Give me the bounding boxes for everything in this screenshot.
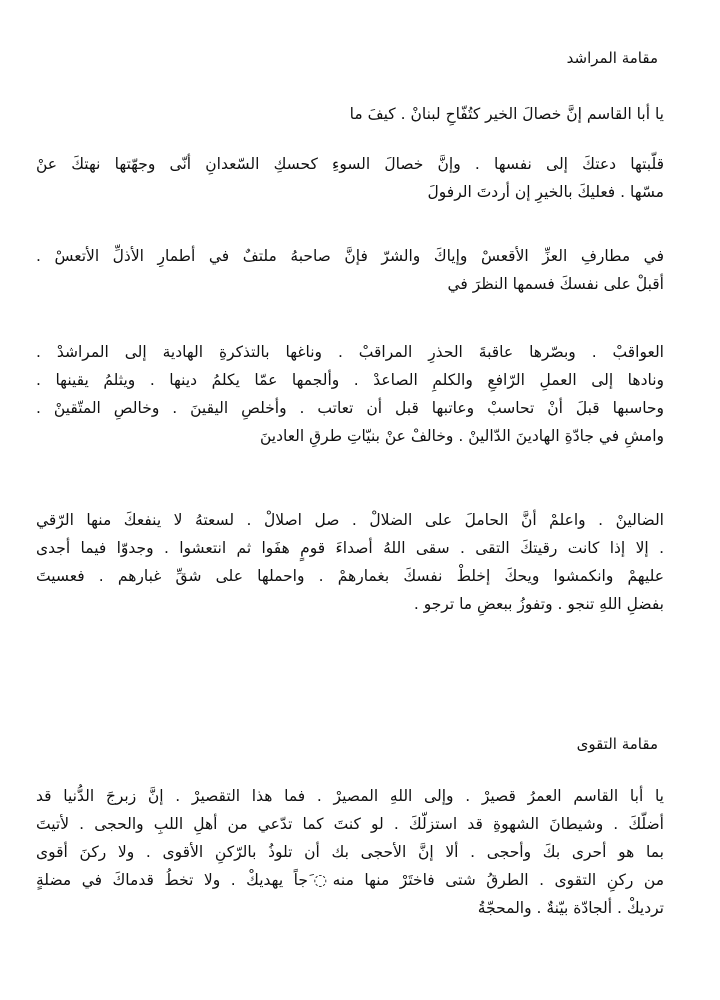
text-line: يا أبا القاسم إنَّ خصالَ الخير كتُفّاحِ لبنانْ . كيفَ ما [349, 105, 664, 123]
text-line: وحاسبها قبلَ أنْ تحاسبْ وعاتبها قبل أن تعاتب . وأخلصِ اليقينَ . وخالصِ المتّقينْ . [36, 399, 664, 417]
text-line: ترديكْ . ألجادّة بيّنةٌ . والمحجّةُ [477, 899, 664, 917]
text-line: عليهمْ وانكمشوا ويحكَ إخلطْ نفسكَ بغمارهمْ . واحملها على شقِّ غبارهم . فعسيتَ [36, 567, 664, 585]
paragraph [36, 100, 664, 128]
text-line: العواقبْ . وبصّرها عاقبةَ الحذرِ المراقبْ . وناغها بالتذكرةِ الهادية إلى المراشدْ . [36, 343, 664, 361]
text-line: أقبلْ على نفسكَ فسمها النظرَ في [447, 275, 664, 293]
paragraph [36, 338, 664, 450]
text-line: ونادها إلى العملِ الرّافعِ والكلمِ الصاعدْ . وألجمها عمّا يكلمُ دينها . ويثلمُ يقينها . [36, 371, 664, 389]
text-line: . إلا إذا كانت رقيتكَ التقى . سقى اللهُ أصداءَ قومٍ هفَوا ثم انتعشوا . وجدوّا فيما أجدى [36, 539, 664, 557]
paragraph [36, 150, 664, 206]
text-line: وامشِ في جادّةِ الهادينَ الدّالينْ . وخالفْ عنْ بنيّاتِ طرقِ العادينَ [259, 427, 664, 445]
paragraph [36, 782, 664, 922]
text-line: الضالينْ . واعلمْ أنَّ الحاملَ على الضلالْ . صل اصلالْ . لسعتهُ لا ينفعكَ منها الرّقي [36, 511, 664, 529]
text-line: في مطارفِ العزِّ الأقعسْ وإياكَ والشرّ فإنَّ صاحبهُ ملتفٌ في أطمارِ الأذلِّ الأتعسْ . [36, 247, 664, 265]
text-line: مسّها . فعليكَ بالخيرِ إن أردتَ الرفولَ [427, 183, 664, 201]
paragraph [36, 242, 664, 298]
text-line: قلّبتها دعتكَ إلى نفسها . وإنَّ خصالَ السوءِ كحسكِ السّعدانِ أنّى وجهّتها نهتكَ عنْ [36, 155, 664, 173]
paragraph [36, 506, 664, 618]
text-line: من ركنِ التقوى . الطرقُ شتى فاختَرْ منها منه◌َجاً يهديكْ . ولا تخطُ قدماكَ في مضلةٍ [36, 871, 664, 889]
section-title: مقامة المراشد [566, 49, 658, 67]
text-line: بفضلِ اللهِ تنجو . وتفوزُ ببعضِ ما ترجو . [413, 595, 664, 613]
section-title: مقامة التقوى [576, 735, 658, 753]
text-line: أضلّكَ . وشيطانَ الشهوةِ قد استزلّكَ . لو كنتَ كما تدّعي من أهلِ اللبِ والحجى . لأتيتَ [36, 815, 664, 833]
text-line: بما هو أحرى بكَ وأحجى . ألا إنَّ الأحجى بك أن تلوذُ بالرّكنِ الأقوى . ولا ركنَ أقوى [36, 843, 664, 861]
text-line: يا أبا القاسم العمرُ قصيرْ . وإلى اللهِ المصيرْ . فما هذا التقصيرْ . إنَّ زبرجَ الدُّنيا قد [36, 787, 664, 805]
